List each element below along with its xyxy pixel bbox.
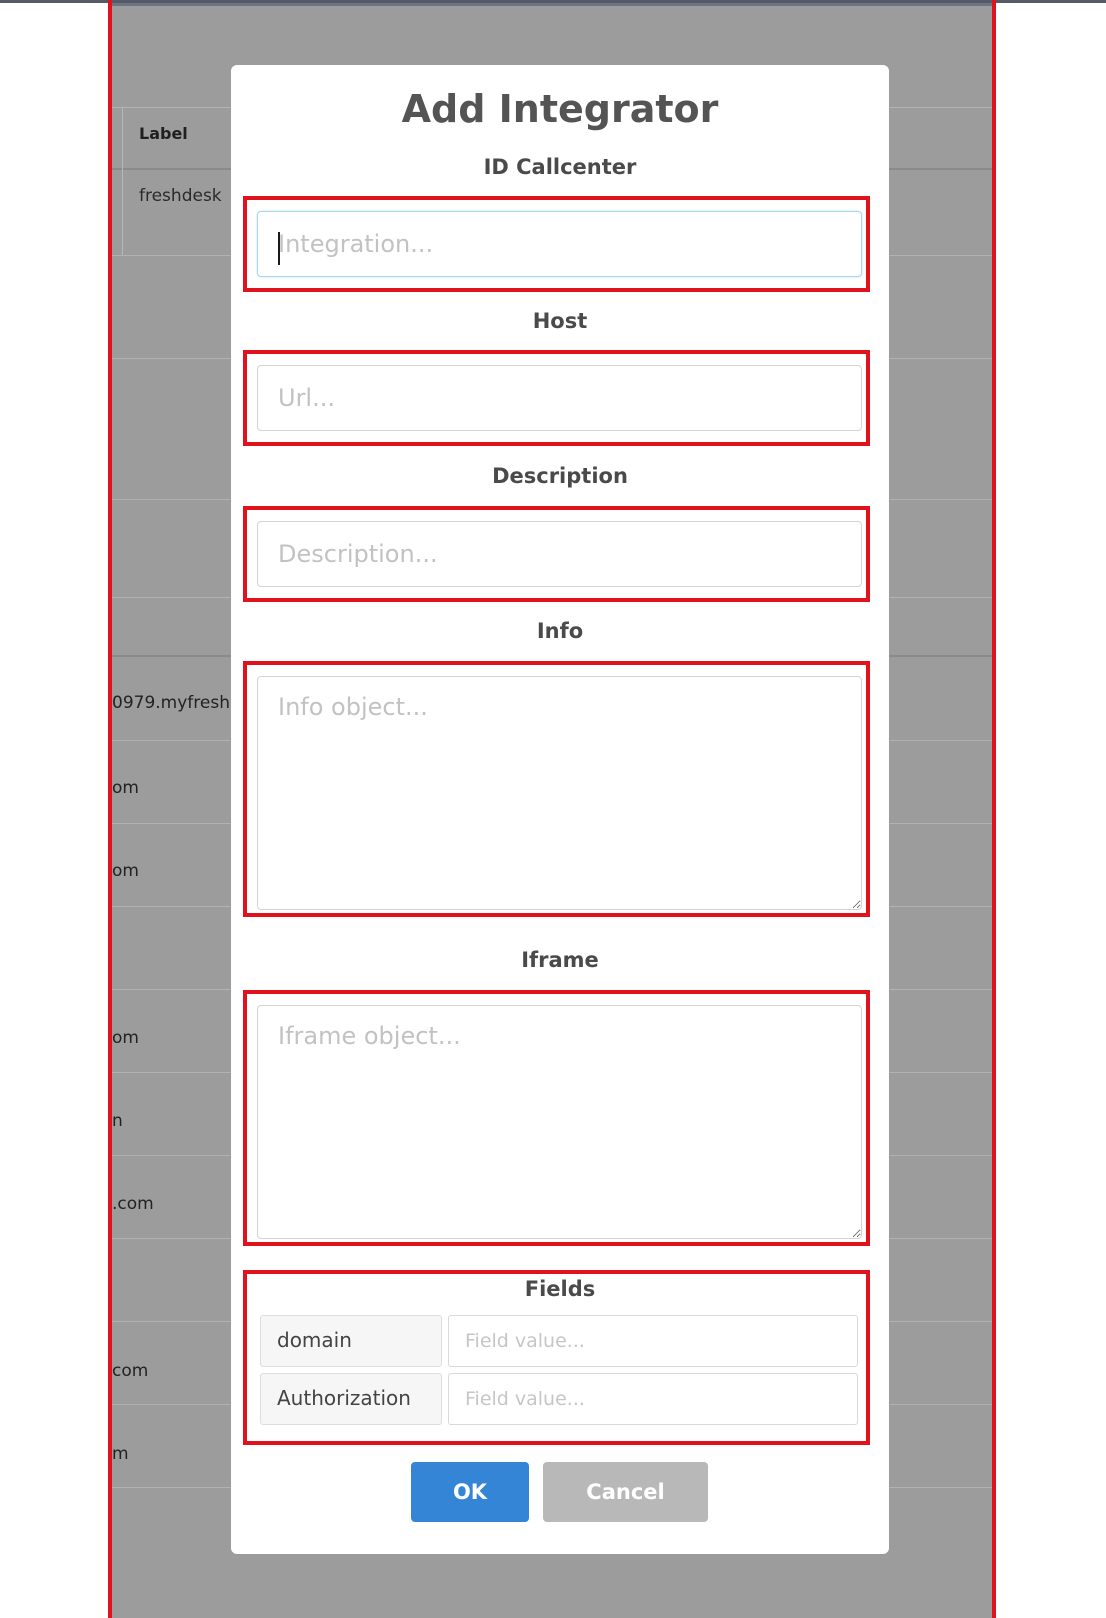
cancel-button[interactable]: Cancel — [543, 1462, 708, 1522]
host-label: Host — [532, 309, 588, 333]
id-callcenter-label: ID Callcenter — [483, 155, 637, 179]
description-label: Description — [492, 464, 628, 488]
field-value-domain-input[interactable] — [448, 1315, 858, 1367]
info-label: Info — [536, 619, 584, 643]
field-value-authorization-input[interactable] — [448, 1373, 858, 1425]
text-caret — [278, 232, 280, 265]
ok-button[interactable]: OK — [411, 1462, 529, 1522]
iframe-label: Iframe — [521, 948, 599, 972]
table-cell-host: m — [112, 1444, 129, 1464]
id-callcenter-input[interactable] — [257, 211, 862, 277]
table-cell-label: freshdesk — [139, 186, 222, 206]
dialog-title: Add Integrator — [401, 87, 719, 131]
fields-label: Fields — [524, 1277, 596, 1301]
description-input[interactable] — [257, 521, 862, 587]
host-input[interactable] — [257, 365, 862, 431]
iframe-textarea[interactable] — [257, 1005, 862, 1239]
table-cell-host: om — [112, 778, 139, 798]
field-key-authorization: Authorization — [260, 1373, 442, 1425]
background-page — [112, 3, 992, 1618]
field-key-domain: domain — [260, 1315, 442, 1367]
page-top-bar — [112, 3, 992, 6]
table-cell-host: om — [112, 1028, 139, 1048]
info-textarea[interactable] — [257, 676, 862, 910]
add-integrator-dialog — [231, 65, 889, 1554]
table-cell-host: .com — [112, 1194, 154, 1214]
table-cell-host: 0979.myfresh — [112, 693, 230, 713]
table-cell-host: n — [112, 1111, 123, 1131]
table-cell-host: com — [112, 1361, 149, 1381]
table-cell-host: om — [112, 861, 139, 881]
table-header-label: Label — [139, 124, 188, 143]
table-column-divider — [122, 107, 123, 255]
